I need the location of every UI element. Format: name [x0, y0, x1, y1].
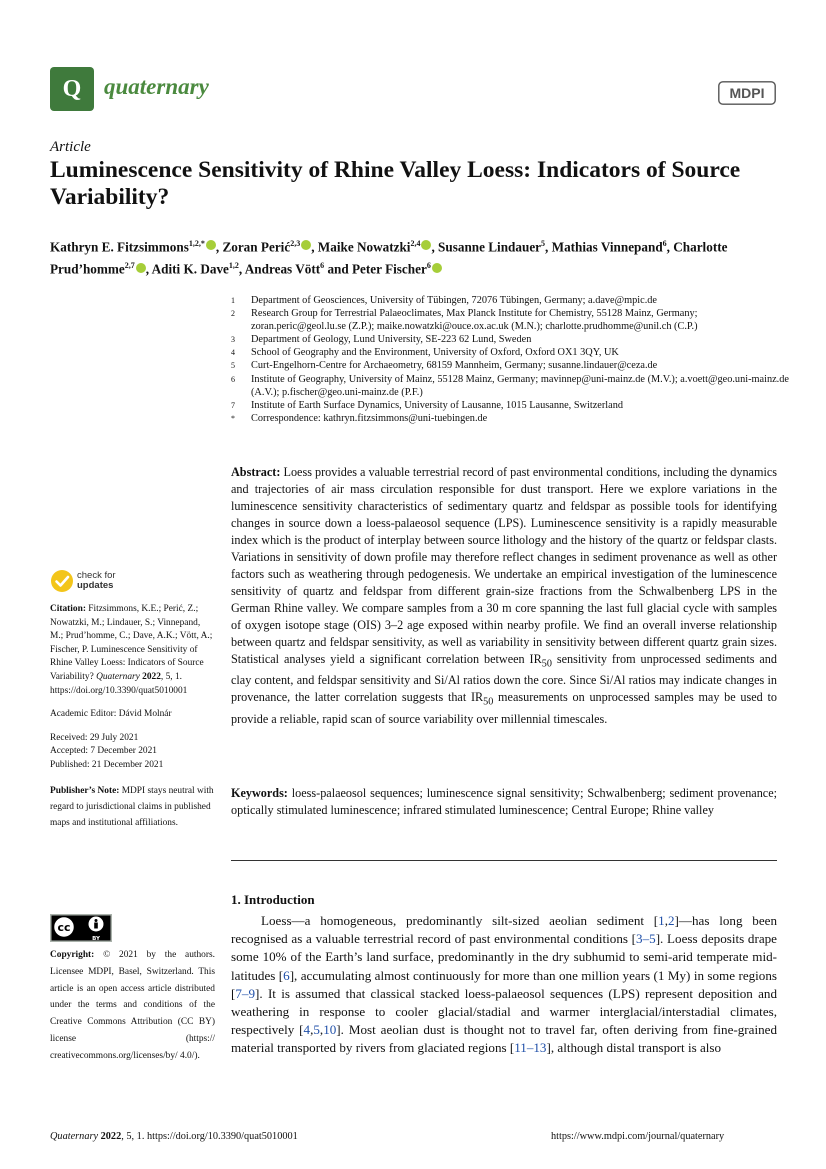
author-name: Susanne Lindauer	[438, 239, 542, 255]
affiliation-number: 4	[231, 348, 235, 358]
author-affiliation-marker: 1,2	[228, 261, 239, 271]
text-run: ]. Loess deposits drape some 10% of the Earth’s land surface, predominantly in the dry subhumid to semi-arid temperate mid-latitudes [	[231, 931, 777, 983]
reference-link[interactable]: 2	[668, 913, 675, 928]
published-date: Published: 21 December 2021	[50, 759, 164, 770]
affiliation-text: School of Geography and the Environment, University of Oxford, Oxford OX1 3QY, UK	[251, 347, 619, 359]
affiliation-item	[231, 399, 791, 412]
author-affiliation-marker: 6	[662, 239, 667, 248]
svg-text:MDPI: MDPI	[729, 85, 765, 101]
affiliation-number: 5	[231, 361, 235, 371]
affiliation-number: 2	[231, 309, 235, 319]
reference-link[interactable]: 10	[323, 1022, 337, 1038]
publisher-note: Publisher’s Note: MDPI stays neutral with regard to jurisdictional claims in published maps and institutional affiliations.	[50, 785, 214, 829]
text-run: Loess—a homogeneous, predominantly silt-sized aeolian sediment [	[261, 913, 659, 928]
reference-link[interactable]: 1	[658, 913, 665, 928]
affiliation-text: Research Group for Terrestrial Palaeoclimates, Max Planck Institute for Chemistry, 55128 Mainz, Germany; zoran.peric@geol.lu.se (Z.P.); maike.nowatzki@ouce.ox.ac.uk (M.N.); charlotte.prudhomme@unil.ch (C.P.)	[251, 308, 698, 333]
text-run: ]—has long been recognised as a valuable terrestrial record of past environmental conditions [	[231, 913, 777, 947]
author-affiliation-marker: 2,4	[410, 239, 421, 248]
affiliation-text: Correspondence: kathryn.fitzsimmons@uni-tuebingen.de	[251, 412, 488, 424]
page-title: Luminescence Sensitivity of Rhine Valley Loess: Indicators of Source Variability?	[50, 157, 741, 210]
journal-logo: Q	[50, 67, 94, 111]
affiliation-text: Department of Geology, Lund University, SE-223 62 Lund, Sweden	[251, 334, 532, 346]
footer-citation: Quaternary 2022, 5, 1. https://doi.org/10.3390/quat5010001	[50, 1131, 298, 1142]
affiliation-text: Curt-Engelhorn-Centre for Archaeometry, 68159 Mannheim, Germany; susanne.lindauer@ceza.de	[251, 360, 658, 372]
reference-link[interactable]: 7–9	[235, 985, 256, 1001]
abstract-label: Abstract:	[231, 465, 281, 479]
author-name: Charlotte Prud’homme	[50, 239, 728, 277]
affiliation-number: 3	[231, 335, 235, 345]
reference-link[interactable]: 11–13	[514, 1040, 547, 1056]
text-run: ,	[310, 1022, 314, 1038]
affiliation-item	[231, 333, 791, 346]
accepted-date: Accepted: 7 December 2021	[50, 746, 157, 757]
mdpi-logo	[718, 81, 776, 105]
affiliation-text: Department of Geosciences, University of Tübingen, 72076 Tübingen, Germany; a.dave@mpic.de	[251, 295, 657, 306]
reference-link[interactable]: 3–5	[636, 931, 656, 947]
abstract: Abstract: Loess provides a valuable terrestrial record of past environmental conditions, including the dynamics and trajectories of air mass circulation responsible for dust transport. Here we explore variations in the luminescence sensitivity characteristics of sedimentary quartz and feldspar as possible tools for identifying changes in source down a loess-palaeosol sequence (LPS). Luminescence sensitivity is a rapidly measurable index which is the product of interplay between source lithology and the history of the quartz or feldspar clasts. Variations in sensitivity of down profile may therefore reflect changes in sediment provenance as well as other factors such as weathering through pedogenesis. We undertake an empirical investigation of the luminescence sensitivity of quartz and feldspar from different grain-size fractions from the Schwalbenberg LPS in the German Rhine valley. We compare samples from a 30 m core spanning the last full glacial cycle with samples of oxygen isotope stage (OIS) 3–2 age exposed within nearby profile. We find an overall inverse relationship between quartz and feldspar sensitivity, as well as variability in sensitivity between different quartz grain sizes. Statistical analyses yield a significant correlation between $IR_{50}$ sensitivity from unprocessed sediments and clay content, and feldspar sensitivity and Si/Al ratios down the core. Since Si/Al ratios may indicate changes in provenance, the latter correlation suggests that $IR_{50}$ measurements on unprocessed samples may be used to provide a reliable, rapid scan of source variability over millennial timescales.	[231, 465, 777, 726]
text-run: ,	[319, 1022, 324, 1038]
author-name: Mathias Vinnepand	[551, 239, 663, 255]
orcid-icon[interactable]	[136, 263, 146, 273]
sidebar	[50, 603, 215, 841]
text-run: ,	[664, 913, 668, 928]
affiliation-item	[231, 346, 791, 359]
svg-text:cc: cc	[57, 921, 71, 934]
author-name: Maike Nowatzki	[317, 239, 411, 255]
introduction-paragraph	[231, 912, 777, 1058]
author-name: Peter Fischer	[352, 261, 427, 277]
author-name: Andreas Vött	[244, 261, 321, 277]
footer-journal-url[interactable]: https://www.mdpi.com/journal/quaternary	[551, 1131, 725, 1142]
reference-link[interactable]: 5	[313, 1022, 320, 1038]
author-affiliation-marker: 2,3	[290, 239, 301, 248]
check-for-updates-icon[interactable]	[50, 569, 74, 593]
affiliation-text: Institute of Earth Surface Dynamics, University of Lausanne, 1015 Lausanne, Switzerland	[251, 399, 624, 411]
author-affiliation-marker: 1,2,*	[188, 239, 205, 248]
author-name: Zoran Perić	[222, 239, 291, 255]
affiliation-number: 6	[231, 374, 235, 384]
reference-link[interactable]: 4	[303, 1022, 311, 1038]
text-run: ], accumulating almost continuously for more than one million years (1 My) in some regions [	[231, 967, 777, 1001]
author-affiliation-marker: 2,7	[124, 261, 135, 271]
orcid-icon[interactable]	[301, 240, 311, 250]
svg-text:BY: BY	[92, 936, 100, 942]
keywords: Keywords: loess-palaeosol sequences; luminescence signal sensitivity; Schwalbenberg; sediment provenance; optically stimulated luminescence; infrared stimulated luminescence; Central Europe; Rhine valley	[231, 786, 777, 817]
keywords-label: Keywords:	[231, 786, 288, 800]
check-for-updates-button[interactable]: check for updates	[77, 570, 116, 591]
affiliation-item	[231, 307, 791, 333]
author-affiliation-marker: 6	[426, 261, 431, 271]
author-name: Aditi K. Dave	[151, 261, 229, 277]
affiliation-item	[231, 373, 791, 399]
cc-by-license-badge[interactable]	[50, 914, 112, 942]
affiliation-number: *	[231, 413, 235, 423]
orcid-icon[interactable]	[421, 240, 431, 250]
affiliation-item	[231, 294, 791, 307]
author-list: Kathryn E. Fitzsimmons$^{1,2,*}$ , Zoran Perić$^{2,3}$ , Maike Nowatzki$^{2,4}$ , Susanne Lindauer$^5$, Mathias Vinnepand$^6$, Charlotte Prud’homme$^{2,7}$ , Aditi K. Dave$^{1,2}$, Andreas Vött$^6$ and Peter Fischer$^6$	[50, 239, 728, 277]
orcid-icon[interactable]	[432, 263, 442, 273]
section-divider	[231, 860, 777, 861]
copyright-notice: Copyright: © 2021 by the authors. Licensee MDPI, Basel, Switzerland. This article is an open access article distributed under the terms and conditions of the Creative Commons Attribution (CC BY) license (https:// creativecommons.org/licenses/by/ 4.0/).	[50, 950, 215, 1061]
orcid-icon[interactable]	[206, 240, 216, 250]
journal-name[interactable]: quaternary	[104, 74, 209, 99]
academic-editor: Academic Editor: Dávid Molnár	[50, 709, 172, 720]
author-affiliation-marker: 6	[320, 261, 325, 271]
affiliation-item	[231, 412, 791, 425]
text-run: ], although distal transport is also	[546, 1040, 722, 1056]
citation: Citation: Fitzsimmons, K.E.; Perić, Z.; Nowatzki, M.; Lindauer, S.; Vinnepand, M.; Prud’homme, C.; Dave, A.K.; Vött, A.; Fischer, P. Luminescence Sensitivity of Rhine Valley Loess: Indicators of Source Variability? Quaternary 2022, 5, 1. https://doi.org/10.3390/quat5010001	[50, 604, 213, 696]
author-affiliation-marker: 5	[541, 239, 546, 248]
affiliation-number: 1	[231, 296, 235, 305]
text-run: ]. Most aeolian dust is thought not to travel far, often deriving from fine-grained material transported by rivers from glaciated regions [	[231, 1022, 777, 1056]
affiliations	[231, 294, 791, 425]
affiliation-text: Institute of Geography, University of Mainz, 55128 Mainz, Germany; mavinnep@uni-mainz.de (M.V.); a.voett@geo.uni-mainz.de (A.V.); p.fischer@geo.uni-mainz.de (P.F.)	[251, 373, 789, 398]
article-type: Article	[50, 139, 91, 155]
reference-link[interactable]: 6	[283, 967, 290, 983]
received-date: Received: 29 July 2021	[50, 732, 139, 743]
affiliation-number: 7	[231, 400, 235, 410]
author-name: Kathryn E. Fitzsimmons	[50, 239, 189, 255]
section-heading: 1. Introduction	[231, 892, 315, 907]
affiliation-item	[231, 359, 791, 372]
text-run: ]. It is assumed that classical stacked loess-palaeosol sequences (LPS) represent deposition and weathering in response to cooler glacial/stadial and warmer interglacial/interstadial climates, respectively [	[231, 985, 777, 1038]
